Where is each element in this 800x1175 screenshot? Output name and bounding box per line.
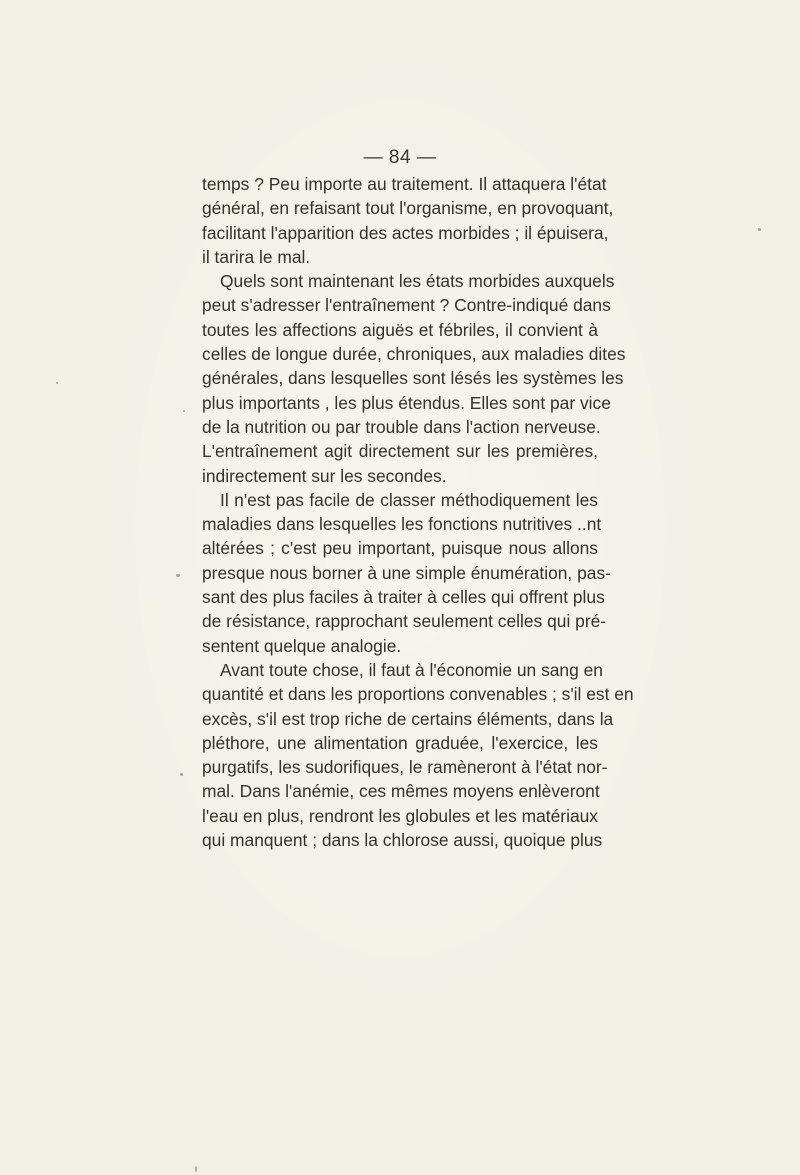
text-line: mal. Dans l'anémie, ces mêmes moyens enlèveront xyxy=(202,781,600,802)
paper-speck xyxy=(56,382,58,384)
text-line: indirectement sur les secondes. xyxy=(202,465,447,486)
text-line: quantité et dans les proportions convenables ; s'il est en xyxy=(202,684,634,705)
text-line: il tarira le mal. xyxy=(202,246,311,267)
text-line: sentent quelque analogie. xyxy=(202,635,402,656)
text-line: générales, dans lesquelles sont lésés les systèmes les xyxy=(202,368,624,389)
text-line: Quels sont maintenant les états morbides auxquels xyxy=(220,271,615,292)
text-line: temps ? Peu importe au traitement. Il attaquera l'état xyxy=(202,174,607,194)
text-line: sant des plus faciles à traiter à celles qui offrent plus xyxy=(202,587,605,608)
text-line: l'eau en plus, rendront les globules et les matériaux xyxy=(202,805,598,826)
page-number: — 84 — xyxy=(363,147,437,168)
text-line: peut s'adresser l'entraînement ? Contre-indiqué dans xyxy=(202,295,611,316)
text-line: Avant toute chose, il faut à l'économie un sang en xyxy=(220,659,603,680)
text-line: de résistance, rapprochant seulement celles qui pré- xyxy=(202,611,607,632)
text-line: excès, s'il est trop riche de certains éléments, dans la xyxy=(202,708,614,729)
text-line: qui manquent ; dans la chlorose aussi, quoique plus xyxy=(202,830,603,851)
text-line: maladies dans lesquelles les fonctions nutritives ..nt xyxy=(202,514,602,535)
paper-speck xyxy=(183,410,185,412)
paper-speck xyxy=(758,228,761,231)
text-line: facilitant l'apparition des actes morbides ; il épuisera, xyxy=(202,222,609,243)
text-line: celles de longue durée, chroniques, aux maladies dites xyxy=(202,344,626,365)
text-line: pléthore, une alimentation graduée, l'exercice, les xyxy=(202,732,598,753)
paper-speck xyxy=(180,773,183,776)
text-line: L'entraînement agit directement sur les premières, xyxy=(202,441,598,462)
text-line: altérées ; c'est peu important, puisque nous allons xyxy=(202,538,598,559)
text-line: purgatifs, les sudorifiques, le ramèneront à l'état nor- xyxy=(202,757,608,778)
text-line: toutes les affections aiguës et fébriles, il convient à xyxy=(202,319,598,340)
body-text xyxy=(202,172,634,852)
paper-speck xyxy=(176,574,180,577)
text-line: général, en refaisant tout l'organisme, en provoquant, xyxy=(202,198,614,219)
text-line: plus importants , les plus étendus. Elles sont par vice xyxy=(202,392,611,413)
text-line: presque nous borner à une simple énumération, pas- xyxy=(202,562,611,583)
paper-speck xyxy=(195,1166,197,1172)
text-line: Il n'est pas facile de classer méthodiquement les xyxy=(220,489,598,510)
text-line: de la nutrition ou par trouble dans l'action nerveuse. xyxy=(202,416,601,437)
